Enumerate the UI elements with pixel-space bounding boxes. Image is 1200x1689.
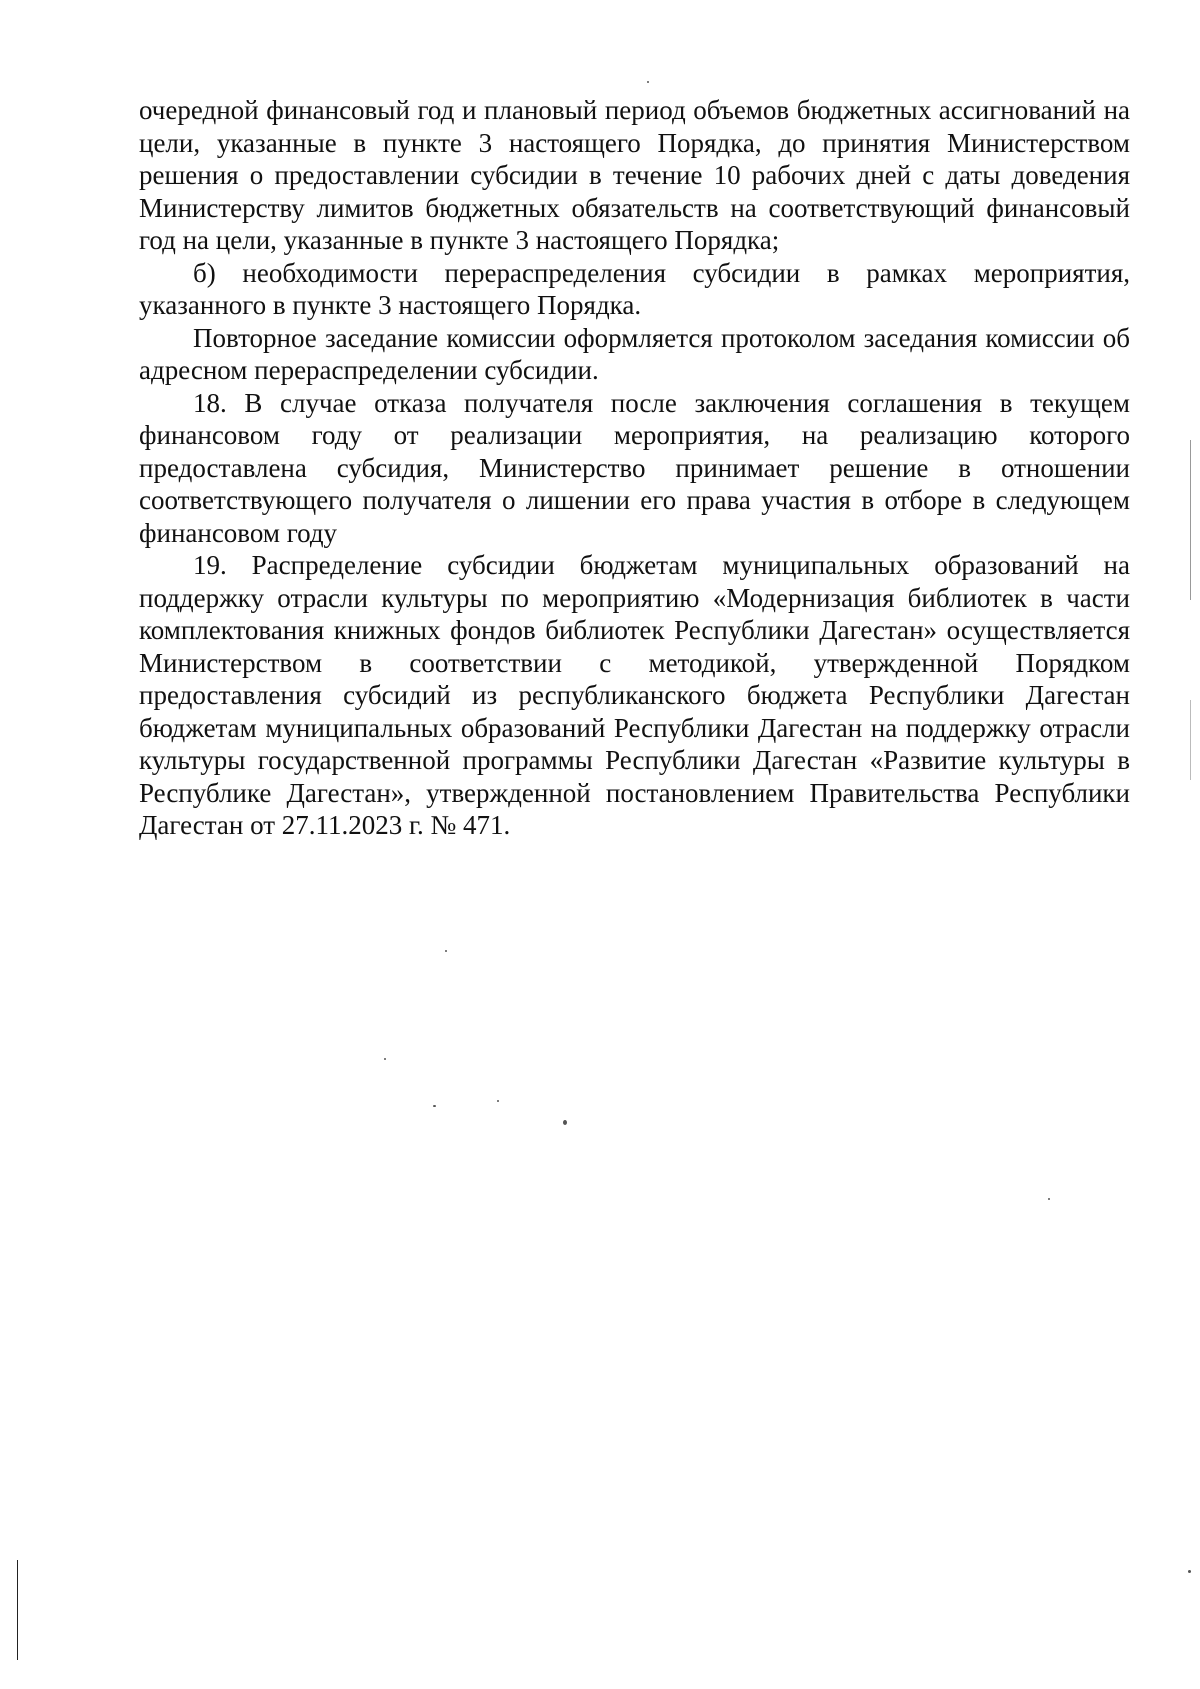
- paragraph-item-19: 19. Распределение субсидии бюджетам муниципальных образований на поддержку отрасли культуры по мероприятию «Модернизация библиотек в части комплектования книжных фондов библиотек Республики Дагестан» осуществляется Министерством в соответствии с методикой, утвержденной Порядком предоставления субсидий из республиканского бюджета Республики Дагестан бюджетам муниципальных образований Республики Дагестан на поддержку отрасли культуры государственной программы Республики Дагестан «Развитие культуры в Республике Дагестан», утвержденной постановлением Правительства Республики Дагестан от 27.11.2023 г. № 471.: [139, 550, 1130, 840]
- paragraph-subitem-b: б) необходимости перераспределения субсидии в рамках мероприятия, указанного в пункте 3 настоящего Порядка.: [139, 257, 1130, 320]
- scan-speck: [1048, 1198, 1050, 1200]
- scan-speck: [647, 81, 649, 83]
- scan-speck: [384, 1058, 386, 1060]
- scan-speck: [563, 1120, 567, 1125]
- paragraph-repeat-meeting: Повторное заседание комиссии оформляется протоколом заседания комиссии об адресном перераспределении субсидии.: [139, 322, 1130, 385]
- scan-edge-line: [1190, 440, 1191, 600]
- document-body: [139, 94, 1130, 842]
- scan-speck: [445, 950, 447, 952]
- scan-edge-line: [17, 1560, 18, 1660]
- scan-edge-line: [1190, 700, 1191, 780]
- scan-speck: [433, 1105, 436, 1107]
- paragraph-continuation: очередной финансовый год и плановый период объемов бюджетных ассигнований на цели, указанные в пункте 3 настоящего Порядка, до принятия Министерством решения о предоставлении субсидии в течение 10 рабочих дней с даты доведения Министерству лимитов бюджетных обязательств на соответствующий финансовый год на цели, указанные в пункте 3 настоящего Порядка;: [139, 95, 1130, 255]
- paragraph-item-18: 18. В случае отказа получателя после заключения соглашения в текущем финансовом году от реализации мероприятия, на реализацию которого предоставлена субсидия, Министерство принимает решение в отношении соответствующего получателя о лишении его права участия в отборе в следующем финансовом году: [139, 387, 1130, 548]
- scan-speck: [1188, 1570, 1191, 1573]
- scan-speck: [497, 1100, 499, 1102]
